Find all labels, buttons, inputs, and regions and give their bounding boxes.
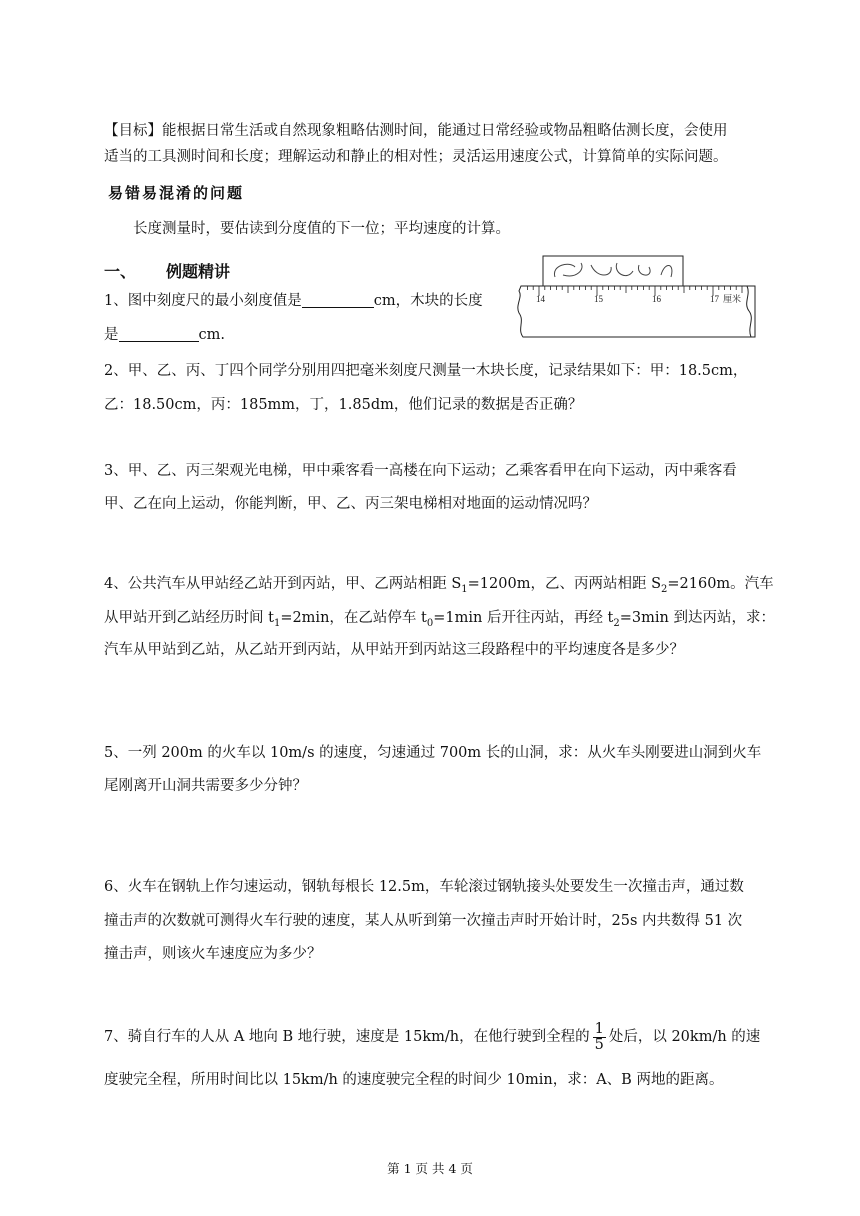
wood-block xyxy=(543,256,683,286)
ruler-unit-label: 厘米 xyxy=(723,295,742,305)
ruler-tick-label-15: 15 xyxy=(594,294,603,304)
question-2-line-2: 乙：18.50cm，丙：185mm，丁，1.85dm，他们记录的数据是否正确？ xyxy=(104,397,583,413)
section-heading xyxy=(104,262,230,282)
question-2-line-1: 2、甲、乙、丙、丁四个同学分别用四把毫米刻度尺测量一木块长度，记录结果如下：甲：18.5cm， xyxy=(104,363,748,379)
objective-label: 【目标】 xyxy=(104,123,162,139)
question-5-line-2: 尾刚离开山洞共需要多少分钟？ xyxy=(104,778,307,794)
ruler-figure xyxy=(515,255,760,341)
question-6-line-3: 撞击声，则该火车速度应为多少？ xyxy=(104,946,322,962)
question-3-line-1: 3、甲、乙、丙三架观光电梯，甲中乘客看一高楼在向下运动；乙乘客看甲在向下运动，丙中乘客看 xyxy=(104,463,737,479)
question-3-line-2: 甲、乙在向上运动，你能判断，甲、乙、丙三架电梯相对地面的运动情况吗？ xyxy=(104,496,597,512)
question-7-line-2: 度驶完全程，所用时间比以 15km/h 的速度驶完全程的时间少 10min，求：A、B 两地的距离。 xyxy=(104,1072,724,1088)
answer-blank-1[interactable] xyxy=(302,292,374,308)
ruler-tick-label-17: 17 xyxy=(710,294,719,304)
heading-text: 例题精讲 xyxy=(166,262,231,281)
question-4-line-2: 从甲站开到乙站经历时间 $t_1=2\min$，在乙站停车 $t_0=1\min$ 后开往丙站，再经 $t_2=3\min$ 到达丙站，求： xyxy=(104,610,775,629)
answer-blank-2[interactable] xyxy=(119,326,199,342)
section-title: 易错易混淆的问题 xyxy=(108,184,245,202)
heading-number: 一、 xyxy=(104,262,137,281)
objective-line-1: 【目标】能根据日常生活或自然现象粗略估测时间，能通过日常经验或物品粗略估测长度，会使用 xyxy=(104,123,728,139)
question-4-line-1: 4、公共汽车从甲站经乙站开到丙站，甲、乙两站相距 $S_1=1200m$，乙、丙两站相距 $S_2=2160m$。汽车 xyxy=(104,576,774,595)
ruler-tick-label-14: 14 xyxy=(536,294,545,304)
question-5-line-1: 5、一列 200m 的火车以 10m/s 的速度，匀速通过 700m 长的山洞，求：从火车头刚要进山洞到火车 xyxy=(104,745,762,761)
question-4-line-3: 汽车从甲站到乙站，从乙站开到丙站，从甲站开到丙站这三段路程中的平均速度各是多少？ xyxy=(104,642,684,658)
question-6-line-1: 6、火车在钢轨上作匀速运动，钢轨每根长 12.5m，车轮滚过钢轨接头处要发生一次撞击声，通过数 xyxy=(104,879,744,895)
question-6-line-2: 撞击声的次数就可测得火车行驶的速度，某人从听到第一次撞击声时开始计时，25s 内共数得 51 次 xyxy=(104,913,743,929)
question-1-line-1: 1、图中刻度尺的最小刻度值是 cm，木块的长度 xyxy=(104,293,483,309)
page-footer: 第 1 页 共 4 页 xyxy=(387,1161,473,1176)
fraction-one-fifth: $\frac{1}{5}$ xyxy=(594,1020,604,1053)
ruler-tick-label-16: 16 xyxy=(652,294,661,304)
ruler-body xyxy=(518,286,755,337)
question-1-line-2: 是 cm. xyxy=(104,327,225,343)
objective-line-2: 适当的工具测时间和长度；理解运动和静止的相对性；灵活运用速度公式，计算简单的实际问题。 xyxy=(104,149,728,165)
tip-text: 长度测量时，要估读到分度值的下一位；平均速度的计算。 xyxy=(133,221,510,237)
question-7-line-1: 7、骑自行车的人从 A 地向 B 地行驶，速度是 15km/h，在他行驶到全程的 $\frac{1}{5}$ 处后，以 20km/h 的速 xyxy=(104,1020,761,1053)
